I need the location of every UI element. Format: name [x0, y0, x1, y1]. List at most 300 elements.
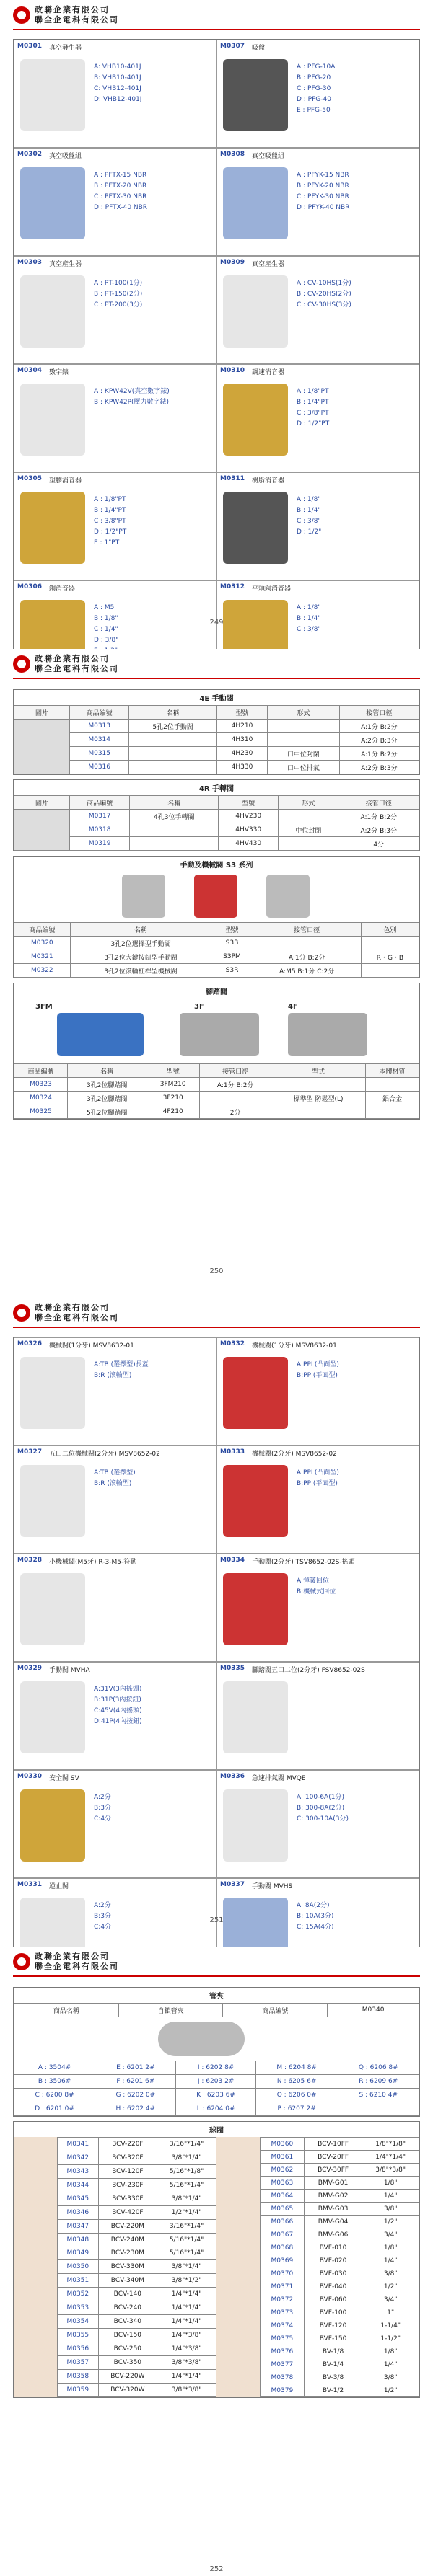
table-s3-series: [13, 856, 420, 978]
table-cell: 自鎖管夾: [118, 2004, 223, 2017]
product-code: M0304: [17, 367, 43, 374]
table-row: [14, 2089, 419, 2102]
table-cell: 商品編號: [223, 2004, 328, 2017]
table-cell: M0371: [261, 2280, 305, 2293]
page-251: [0, 1298, 433, 1932]
table-cell: M0317: [70, 810, 130, 823]
table-4e-manual: [13, 689, 420, 775]
table-cell: 1/4"*1/4": [362, 2151, 419, 2164]
table-cell: M0322: [14, 964, 71, 978]
valve-row: [261, 2306, 419, 2319]
image-label: 3FM: [35, 1003, 53, 1011]
table-cell: BCV-220F: [98, 2138, 157, 2151]
product-code: M0328: [17, 1557, 43, 1564]
table-cell: 鋁合金: [365, 1092, 419, 1105]
table-cell: BVF-040: [304, 2280, 362, 2293]
product-cell: [14, 1337, 216, 1446]
table-cell: 1/4"*3/8": [157, 2342, 216, 2356]
table-cell: 3孔2位選擇型手動閥: [70, 937, 211, 950]
ball-valve-table: [13, 2121, 420, 2398]
spec-item: C : PFYK-30 NBR: [297, 193, 349, 200]
product-image: [20, 167, 85, 239]
image-label: 4F: [288, 1003, 298, 1011]
spec-list: [94, 1684, 142, 1727]
spec-list: [297, 1360, 339, 1381]
table-cell: BCV-150: [98, 2329, 157, 2342]
valve-image: [122, 875, 165, 918]
product-image: [20, 384, 85, 456]
table-cell: 5孔2位手動閥: [129, 720, 217, 733]
valve-row: [58, 2288, 216, 2301]
spec-item: B : CV-20HS(2分): [297, 291, 351, 298]
table-cell: 1/4"*1/4": [157, 2315, 216, 2329]
table-cell: M0364: [261, 2190, 305, 2203]
table-cell: BMV-G02: [304, 2190, 362, 2203]
product-cell: [14, 40, 216, 148]
spec-item: C: VHB12-401J: [94, 85, 141, 92]
size-cell: I : 6202 8#: [176, 2061, 255, 2075]
spec-list: [297, 278, 351, 311]
table-cell: 4HV330: [219, 823, 279, 837]
spec-item: B:3分: [94, 1805, 111, 1812]
column-header: 形式: [279, 796, 338, 810]
table-cell: [279, 810, 338, 823]
product-name: 樹脂消音器: [252, 477, 285, 484]
spec-list: [94, 278, 142, 311]
column-header: 商品編號: [14, 923, 71, 937]
valve-row: [261, 2358, 419, 2371]
table-cell: M0345: [58, 2192, 99, 2205]
column-header: 接管口徑: [338, 796, 419, 810]
product-cell: [14, 148, 216, 256]
table-row: [14, 733, 419, 747]
table-cell: BCV-220W: [98, 2369, 157, 2383]
table-cell: 1/2": [362, 2384, 419, 2397]
table-cell: BVF-120: [304, 2319, 362, 2332]
size-cell: B : 3506#: [14, 2075, 95, 2089]
product-name: 五口二位機械閥(2分牙) MSV8652-02: [49, 1451, 160, 1458]
spec-item: E : 1"PT: [94, 539, 120, 546]
valve-row: [261, 2319, 419, 2332]
table-cell: M0325: [14, 1105, 68, 1119]
product-image: [223, 275, 288, 348]
table-cell: BCV-330F: [98, 2192, 157, 2205]
spec-item: C : 3/8"PT: [94, 518, 126, 525]
table-cell: M0351: [58, 2274, 99, 2288]
product-image: [20, 1465, 85, 1537]
table-cell: M0368: [261, 2241, 305, 2254]
spec-item: B : 1/4"PT: [94, 507, 126, 514]
size-cell: [338, 2102, 419, 2116]
valve-list-right: [260, 2137, 419, 2397]
table-cell: 3/8"*1/2": [157, 2274, 216, 2288]
spec-list: [297, 1576, 336, 1598]
product-name: 真空發生器: [49, 45, 82, 52]
table-cell: M0350: [58, 2260, 99, 2274]
clamp-image: [158, 2022, 245, 2056]
foot-valve-image: [57, 1013, 144, 1056]
table-cell: BMV-G01: [304, 2177, 362, 2190]
table-row: [14, 810, 419, 823]
spec-item: C : PFTX-30 NBR: [94, 193, 147, 200]
section-title: 管夾: [209, 1993, 224, 2001]
size-cell: S : 6210 4#: [338, 2089, 419, 2102]
valve-row: [261, 2228, 419, 2241]
valve-row: [261, 2384, 419, 2397]
table-row: [14, 2004, 419, 2017]
table-cell: [130, 823, 219, 837]
column-header: 型號: [216, 706, 267, 720]
spec-list: [94, 1360, 149, 1381]
spec-item: B : KPW42P(壓力數字錶): [94, 399, 170, 406]
spec-list: [94, 386, 170, 408]
spec-list: [94, 170, 147, 213]
table-cell: BVF-010: [304, 2241, 362, 2254]
product-code: M0332: [220, 1340, 245, 1347]
product-image: [223, 492, 288, 564]
table-cell: M0366: [261, 2216, 305, 2228]
company-logo: [13, 1304, 30, 1322]
table-cell: M0372: [261, 2293, 305, 2306]
column-header: 商品編號: [70, 796, 130, 810]
table-cell: A:1分 B:2分: [253, 950, 361, 964]
product-code: M0327: [17, 1448, 43, 1456]
size-cell: A : 3504#: [14, 2061, 95, 2075]
table-cell: M0373: [261, 2306, 305, 2319]
product-name: 真空產生器: [49, 261, 82, 268]
company-name-2: 聯全企電科有限公司: [35, 664, 119, 673]
table-cell: BVF-150: [304, 2332, 362, 2345]
valve-row: [261, 2371, 419, 2384]
table-cell: M0355: [58, 2329, 99, 2342]
column-header: 圖片: [14, 796, 70, 810]
product-name: 吸盤: [252, 45, 266, 52]
table-row: [14, 950, 419, 964]
table-cell: [268, 720, 340, 733]
table-cell: M0361: [261, 2151, 305, 2164]
product-cell: [14, 364, 216, 472]
product-image: [223, 384, 288, 456]
product-image: [223, 1357, 288, 1429]
valve-row: [261, 2216, 419, 2228]
table-cell: 3孔2位大鍵按鈕型手動閥: [70, 950, 211, 964]
table-cell: M0340: [328, 2004, 419, 2017]
spec-item: B:PP (平面型): [297, 1480, 338, 1487]
product-code: M0308: [220, 151, 245, 158]
page-header: [13, 1951, 420, 1977]
page-249: [0, 0, 433, 644]
product-code: M0307: [220, 43, 245, 50]
table-cell: S3B: [211, 937, 253, 950]
valve-row: [58, 2301, 216, 2315]
clamp-header: [14, 2003, 419, 2017]
table-row: [14, 761, 419, 774]
table-cell: 3孔2位腳踏閥: [68, 1092, 146, 1105]
product-name: 機械閥(2分牙) MSV8652-02: [252, 1451, 337, 1458]
spec-item: B:31P(3內按鈕): [94, 1696, 141, 1704]
spec-item: B:PP (平面型): [297, 1372, 338, 1379]
spec-item: D : PFTX-40 NBR: [94, 204, 148, 211]
spec-item: B : PT-150(2分): [94, 291, 143, 298]
valve-image-column: [216, 2137, 260, 2397]
valve-row: [58, 2138, 216, 2151]
table-cell: 中位封閉: [279, 823, 338, 837]
table-cell: 3/8"*1/4": [157, 2151, 216, 2164]
spec-item: B:R (滾輪型): [94, 1480, 132, 1487]
table-cell: BCV-30FF: [304, 2164, 362, 2177]
table-cell: M0379: [261, 2384, 305, 2397]
column-header: 型號: [211, 923, 253, 937]
foot-valve-image: [180, 1013, 259, 1056]
valve-row: [261, 2138, 419, 2151]
spec-item: A: VHB10-401J: [94, 63, 141, 71]
column-header: 名稱: [70, 923, 211, 937]
company-logo: [13, 6, 30, 24]
table-cell: M0324: [14, 1092, 68, 1105]
table-cell: BMV-G06: [304, 2228, 362, 2241]
product-name: 安全閥 SV: [49, 1775, 79, 1782]
product-cell: [14, 1446, 216, 1554]
product-cell: [216, 1770, 419, 1878]
valve-row: [261, 2151, 419, 2164]
table-4r-rotary: [13, 779, 420, 851]
product-cell: [216, 40, 419, 148]
table-cell: 3/8"*1/4": [157, 2192, 216, 2205]
size-cell: Q : 6206 8#: [338, 2061, 419, 2075]
table-cell: 1/2"*1/4": [157, 2205, 216, 2219]
table-cell: BVF-020: [304, 2254, 362, 2267]
table-cell: 4HV230: [219, 810, 279, 823]
size-cell: J : 6203 2#: [176, 2075, 255, 2089]
spec-item: B: 10A(3分): [297, 1913, 334, 1920]
table-header-row: [14, 1064, 419, 1078]
spec-item: A : 1/8": [297, 604, 321, 611]
section-title: 4R 手轉閥: [198, 785, 235, 793]
table-cell: M0360: [261, 2138, 305, 2151]
spec-item: A : M5: [94, 604, 115, 611]
table-cell: A:2分 B:3分: [339, 733, 419, 747]
size-cell: N : 6205 6#: [255, 2075, 338, 2089]
spec-item: A:彈簧回位: [297, 1577, 330, 1585]
product-code: M0301: [17, 43, 43, 50]
table-cell: [268, 733, 340, 747]
table-cell: 1-1/4": [362, 2319, 419, 2332]
product-code: M0331: [17, 1881, 43, 1888]
product-code: M0303: [17, 259, 43, 266]
valve-image: [266, 875, 310, 918]
company-logo: [13, 1953, 30, 1970]
valve-row: [58, 2164, 216, 2178]
spec-item: E : PFG-50: [297, 107, 331, 114]
table-cell: M0378: [261, 2371, 305, 2384]
table-cell: BV-3/8: [304, 2371, 362, 2384]
table-cell: S3PM: [211, 950, 253, 964]
column-header: 圖片: [14, 706, 70, 720]
table-cell: 口中位封閉: [268, 747, 340, 761]
product-name: 調速消音器: [252, 369, 285, 376]
product-cell: [216, 1662, 419, 1770]
section-title: 手動及機械閥 S3 系列: [180, 862, 253, 869]
product-image: [20, 1573, 85, 1645]
product-images: [14, 999, 419, 1063]
table-cell: 1/2": [362, 2280, 419, 2293]
table-cell: M0318: [70, 823, 130, 837]
table-row: [14, 964, 419, 978]
table-cell: BCV-20FF: [304, 2151, 362, 2164]
table-cell: 5/16"*1/4": [157, 2178, 216, 2192]
section-title: 腳踏閥: [206, 988, 227, 996]
spec-list: [297, 1468, 339, 1490]
table-cell: 1/8": [362, 2177, 419, 2190]
spec-item: A : PFG-10A: [297, 63, 336, 71]
spec-item: B : 1/4": [297, 507, 321, 514]
column-header: 名稱: [129, 706, 217, 720]
product-name: 急速排氣閥 MVQE: [252, 1775, 306, 1782]
table-cell: M0346: [58, 2205, 99, 2219]
image-cell: [14, 720, 70, 774]
valve-row: [261, 2293, 419, 2306]
valve-row: [58, 2342, 216, 2356]
valve-row: [261, 2164, 419, 2177]
table-cell: M0348: [58, 2233, 99, 2247]
valve-row: [58, 2178, 216, 2192]
table-cell: 3/8": [362, 2203, 419, 2216]
table-row: [14, 823, 419, 837]
spec-item: D : 1/2"PT: [94, 528, 127, 536]
product-code: M0311: [220, 475, 245, 482]
image-label: 3F: [194, 1003, 204, 1011]
spec-item: B : PFYK-20 NBR: [297, 182, 349, 190]
table-foot-valve: [13, 983, 420, 1120]
product-image: [223, 1681, 288, 1753]
table-cell: M0374: [261, 2319, 305, 2332]
section-title: 球閥: [209, 2127, 224, 2135]
page-number: 252: [209, 2565, 224, 2573]
table-cell: M0352: [58, 2288, 99, 2301]
table-cell: BVF-030: [304, 2267, 362, 2280]
table-cell: BVF-100: [304, 2306, 362, 2319]
table-cell: BCV-240: [98, 2301, 157, 2315]
product-cell: [216, 364, 419, 472]
product-name: 真空產生器: [252, 261, 285, 268]
table-cell: 1-1/2": [362, 2332, 419, 2345]
table-cell: M0365: [261, 2203, 305, 2216]
table-cell: 4F210: [146, 1105, 200, 1119]
product-cell: [216, 1554, 419, 1662]
table-row: [14, 1078, 419, 1092]
product-image: [20, 1789, 85, 1862]
product-cell: [14, 1662, 216, 1770]
product-image: [223, 1573, 288, 1645]
valve-image: [194, 875, 237, 918]
table-cell: M0353: [58, 2301, 99, 2315]
table-cell: A:1分 B:2分: [338, 810, 419, 823]
table-cell: [271, 1105, 366, 1119]
table-cell: BV-1/2: [304, 2384, 362, 2397]
page-number: 249: [209, 619, 224, 627]
spec-item: B: VHB10-401J: [94, 74, 141, 81]
valve-row: [261, 2332, 419, 2345]
valve-row: [58, 2383, 216, 2396]
table-cell: [130, 837, 219, 851]
spec-item: C : 3/8": [297, 518, 321, 525]
product-code: M0333: [220, 1448, 245, 1456]
size-cell: P : 6207 2#: [255, 2102, 338, 2116]
valve-row: [58, 2315, 216, 2329]
product-name: 數字錶: [49, 369, 69, 376]
table-cell: BCV-240M: [98, 2233, 157, 2247]
table-cell: BCV-140: [98, 2288, 157, 2301]
company-name-1: 政聯企業有限公司: [35, 654, 110, 663]
page-number: 251: [209, 1916, 224, 1924]
page-header: [13, 1302, 420, 1328]
product-cell: [14, 1554, 216, 1662]
table-cell: M0376: [261, 2345, 305, 2358]
product-code: M0336: [220, 1773, 245, 1780]
table-cell: BCV-230M: [98, 2247, 157, 2260]
product-code: M0334: [220, 1557, 245, 1564]
spec-item: B:機械式回位: [297, 1588, 336, 1595]
product-image: [223, 59, 288, 131]
table-cell: 3/16"*1/4": [157, 2219, 216, 2233]
table-cell: 2分: [200, 1105, 271, 1119]
table-cell: BCV-340M: [98, 2274, 157, 2288]
section-title: 4E 手動閥: [199, 695, 234, 703]
page-252: [0, 1947, 433, 2576]
table-cell: 1/8"*1/8": [362, 2138, 419, 2151]
table-cell: 4H210: [216, 720, 267, 733]
table-cell: M0354: [58, 2315, 99, 2329]
valve-row: [58, 2369, 216, 2383]
table-cell: 1/4": [362, 2358, 419, 2371]
table-cell: M0342: [58, 2151, 99, 2164]
table-cell: 3/4": [362, 2293, 419, 2306]
table-cell: BV-1/4: [304, 2358, 362, 2371]
product-name: 逆止閥: [49, 1883, 69, 1890]
table-cell: 商品名稱: [14, 2004, 119, 2017]
product-image: [20, 1357, 85, 1429]
table-cell: M0362: [261, 2164, 305, 2177]
size-cell: R : 6209 6#: [338, 2075, 419, 2089]
table-cell: M0356: [58, 2342, 99, 2356]
table-cell: 3FM210: [146, 1078, 200, 1092]
valve-image-column: [14, 2137, 57, 2397]
table-cell: M0369: [261, 2254, 305, 2267]
table-cell: BCV-320F: [98, 2151, 157, 2164]
table-cell: 3/8"*3/8": [362, 2164, 419, 2177]
table-cell: 1/4"*1/4": [157, 2288, 216, 2301]
spec-item: A:TB (選擇型): [94, 1469, 136, 1477]
image-cell: [14, 810, 70, 851]
column-header: 接管口徑: [339, 706, 419, 720]
product-code: M0337: [220, 1881, 245, 1888]
product-image: [20, 275, 85, 348]
table-cell: [129, 761, 217, 774]
product-name: 真空吸盤組: [252, 153, 285, 160]
spec-table: [14, 922, 419, 978]
product-name: 塑膠消音器: [49, 477, 82, 484]
table-cell: 3/8": [362, 2371, 419, 2384]
table-cell: BMV-G03: [304, 2203, 362, 2216]
column-header: 形式: [268, 706, 340, 720]
spec-item: C:4分: [94, 1815, 112, 1823]
table-cell: [279, 837, 338, 851]
product-name: 手動閥 MVHA: [49, 1667, 90, 1674]
spec-item: C:4分: [94, 1924, 112, 1931]
product-name: 平頭銅消音器: [252, 585, 292, 593]
spec-item: C : 1/4": [94, 626, 118, 633]
table-row: [14, 1105, 419, 1119]
